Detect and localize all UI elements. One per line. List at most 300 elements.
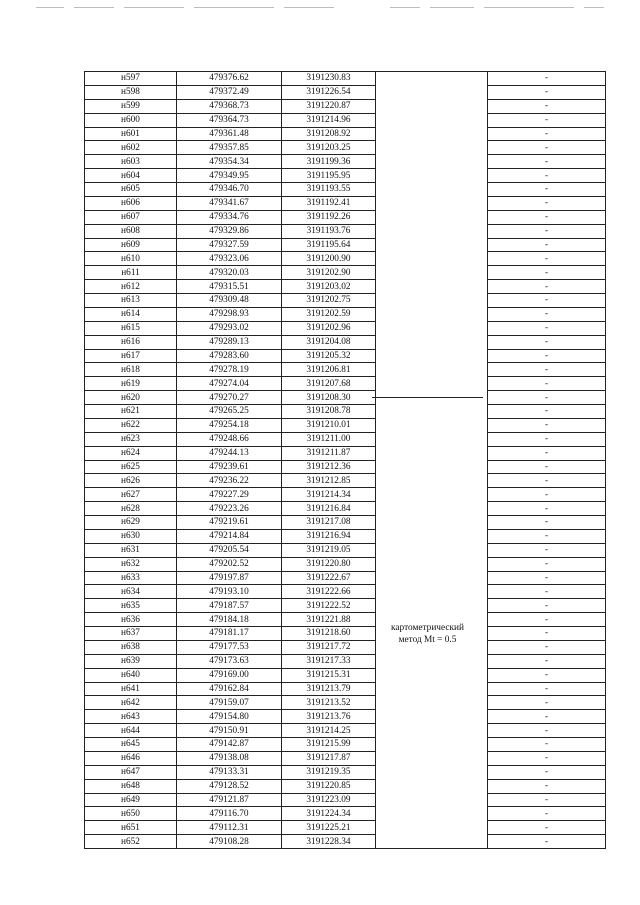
method-cell bbox=[376, 183, 488, 197]
accuracy-cell: - bbox=[488, 821, 606, 835]
point-id-cell: н632 bbox=[85, 557, 177, 571]
y-coordinate-cell: 3191228.34 bbox=[282, 835, 376, 849]
table-row bbox=[85, 627, 606, 641]
x-coordinate-cell: 479244.13 bbox=[177, 446, 282, 460]
table-row bbox=[85, 141, 606, 155]
table-row bbox=[85, 196, 606, 210]
table-row bbox=[85, 613, 606, 627]
x-coordinate-cell: 479346.70 bbox=[177, 183, 282, 197]
x-coordinate-cell: 479116.70 bbox=[177, 807, 282, 821]
method-cell bbox=[376, 169, 488, 183]
accuracy-cell: - bbox=[488, 557, 606, 571]
x-coordinate-cell: 479327.59 bbox=[177, 238, 282, 252]
point-id-cell: н631 bbox=[85, 543, 177, 557]
point-id-cell: н638 bbox=[85, 640, 177, 654]
accuracy-cell: - bbox=[488, 405, 606, 419]
point-id-cell: н645 bbox=[85, 738, 177, 752]
point-id-cell: н609 bbox=[85, 238, 177, 252]
point-id-cell: н637 bbox=[85, 627, 177, 641]
method-cell bbox=[376, 307, 488, 321]
accuracy-cell: - bbox=[488, 127, 606, 141]
x-coordinate-cell: 479169.00 bbox=[177, 668, 282, 682]
x-coordinate-cell: 479309.48 bbox=[177, 294, 282, 308]
table-row bbox=[85, 210, 606, 224]
y-coordinate-cell: 3191217.87 bbox=[282, 751, 376, 765]
y-coordinate-cell: 3191225.21 bbox=[282, 821, 376, 835]
table-row bbox=[85, 682, 606, 696]
method-cell bbox=[376, 668, 488, 682]
point-id-cell: н612 bbox=[85, 280, 177, 294]
point-id-cell: н619 bbox=[85, 377, 177, 391]
x-coordinate-cell: 479173.63 bbox=[177, 654, 282, 668]
x-coordinate-cell: 479150.91 bbox=[177, 724, 282, 738]
point-id-cell: н615 bbox=[85, 321, 177, 335]
accuracy-cell: - bbox=[488, 793, 606, 807]
x-coordinate-cell: 479329.86 bbox=[177, 224, 282, 238]
table-row bbox=[85, 543, 606, 557]
method-cell bbox=[376, 196, 488, 210]
method-cell bbox=[376, 224, 488, 238]
scan-header-artifact bbox=[0, 0, 640, 14]
y-coordinate-cell: 3191208.30 bbox=[282, 391, 376, 405]
y-coordinate-cell: 3191219.35 bbox=[282, 765, 376, 779]
y-coordinate-cell: 3191217.72 bbox=[282, 640, 376, 654]
y-coordinate-cell: 3191213.52 bbox=[282, 696, 376, 710]
y-coordinate-cell: 3191217.33 bbox=[282, 654, 376, 668]
point-id-cell: н610 bbox=[85, 252, 177, 266]
point-id-cell: н636 bbox=[85, 613, 177, 627]
x-coordinate-cell: 479219.61 bbox=[177, 516, 282, 530]
point-id-cell: н603 bbox=[85, 155, 177, 169]
method-cell bbox=[376, 682, 488, 696]
method-cell bbox=[376, 585, 488, 599]
accuracy-cell: - bbox=[488, 585, 606, 599]
accuracy-cell: - bbox=[488, 613, 606, 627]
method-cell bbox=[376, 751, 488, 765]
method-cell bbox=[376, 141, 488, 155]
x-coordinate-cell: 479376.62 bbox=[177, 72, 282, 86]
point-id-cell: н648 bbox=[85, 779, 177, 793]
y-coordinate-cell: 3191206.81 bbox=[282, 363, 376, 377]
x-coordinate-cell: 479283.60 bbox=[177, 349, 282, 363]
method-cell bbox=[376, 294, 488, 308]
accuracy-cell: - bbox=[488, 474, 606, 488]
accuracy-cell: - bbox=[488, 377, 606, 391]
table-row bbox=[85, 391, 606, 405]
point-id-cell: н630 bbox=[85, 529, 177, 543]
accuracy-cell: - bbox=[488, 529, 606, 543]
accuracy-cell: - bbox=[488, 169, 606, 183]
table-row bbox=[85, 72, 606, 86]
accuracy-cell: - bbox=[488, 807, 606, 821]
method-cell bbox=[376, 432, 488, 446]
accuracy-cell: - bbox=[488, 779, 606, 793]
x-coordinate-cell: 479181.17 bbox=[177, 627, 282, 641]
x-coordinate-cell: 479193.10 bbox=[177, 585, 282, 599]
x-coordinate-cell: 479187.57 bbox=[177, 599, 282, 613]
y-coordinate-cell: 3191218.60 bbox=[282, 627, 376, 641]
x-coordinate-cell: 479323.06 bbox=[177, 252, 282, 266]
table-row bbox=[85, 557, 606, 571]
y-coordinate-cell: 3191212.36 bbox=[282, 460, 376, 474]
table-row bbox=[85, 488, 606, 502]
y-coordinate-cell: 3191200.90 bbox=[282, 252, 376, 266]
table-row bbox=[85, 585, 606, 599]
point-id-cell: н634 bbox=[85, 585, 177, 599]
x-coordinate-cell: 479349.95 bbox=[177, 169, 282, 183]
point-id-cell: н617 bbox=[85, 349, 177, 363]
table-row bbox=[85, 571, 606, 585]
point-id-cell: н647 bbox=[85, 765, 177, 779]
accuracy-cell: - bbox=[488, 113, 606, 127]
table-row bbox=[85, 155, 606, 169]
table-row bbox=[85, 113, 606, 127]
method-cell bbox=[376, 807, 488, 821]
x-coordinate-cell: 479274.04 bbox=[177, 377, 282, 391]
point-id-cell: н608 bbox=[85, 224, 177, 238]
method-description bbox=[372, 622, 483, 646]
table-row bbox=[85, 738, 606, 752]
x-coordinate-cell: 479315.51 bbox=[177, 280, 282, 294]
x-coordinate-cell: 479108.28 bbox=[177, 835, 282, 849]
table-row bbox=[85, 363, 606, 377]
table-row bbox=[85, 405, 606, 419]
y-coordinate-cell: 3191213.76 bbox=[282, 710, 376, 724]
method-cell bbox=[376, 85, 488, 99]
y-coordinate-cell: 3191204.08 bbox=[282, 335, 376, 349]
accuracy-cell: - bbox=[488, 516, 606, 530]
point-id-cell: н614 bbox=[85, 307, 177, 321]
y-coordinate-cell: 3191211.87 bbox=[282, 446, 376, 460]
accuracy-cell: - bbox=[488, 724, 606, 738]
y-coordinate-cell: 3191224.34 bbox=[282, 807, 376, 821]
point-id-cell: н624 bbox=[85, 446, 177, 460]
point-id-cell: н641 bbox=[85, 682, 177, 696]
point-id-cell: н606 bbox=[85, 196, 177, 210]
y-coordinate-cell: 3191203.02 bbox=[282, 280, 376, 294]
table-row bbox=[85, 835, 606, 849]
table-row bbox=[85, 127, 606, 141]
point-id-cell: н604 bbox=[85, 169, 177, 183]
table-row bbox=[85, 474, 606, 488]
accuracy-cell: - bbox=[488, 446, 606, 460]
y-coordinate-cell: 3191222.67 bbox=[282, 571, 376, 585]
method-cell bbox=[376, 127, 488, 141]
x-coordinate-cell: 479133.31 bbox=[177, 765, 282, 779]
y-coordinate-cell: 3191219.05 bbox=[282, 543, 376, 557]
method-cell bbox=[376, 738, 488, 752]
method-cell bbox=[376, 529, 488, 543]
table-row bbox=[85, 85, 606, 99]
point-id-cell: н640 bbox=[85, 668, 177, 682]
y-coordinate-cell: 3191211.00 bbox=[282, 432, 376, 446]
y-coordinate-cell: 3191221.88 bbox=[282, 613, 376, 627]
y-coordinate-cell: 3191220.80 bbox=[282, 557, 376, 571]
method-cell bbox=[376, 349, 488, 363]
method-cell bbox=[376, 474, 488, 488]
accuracy-cell: - bbox=[488, 99, 606, 113]
accuracy-cell: - bbox=[488, 294, 606, 308]
table-row bbox=[85, 335, 606, 349]
method-cell bbox=[376, 155, 488, 169]
y-coordinate-cell: 3191193.55 bbox=[282, 183, 376, 197]
table-row bbox=[85, 668, 606, 682]
x-coordinate-cell: 479364.73 bbox=[177, 113, 282, 127]
y-coordinate-cell: 3191222.52 bbox=[282, 599, 376, 613]
x-coordinate-cell: 479270.27 bbox=[177, 391, 282, 405]
method-cell bbox=[376, 488, 488, 502]
accuracy-cell: - bbox=[488, 571, 606, 585]
table-row bbox=[85, 183, 606, 197]
method-cell bbox=[376, 543, 488, 557]
accuracy-cell: - bbox=[488, 363, 606, 377]
y-coordinate-cell: 3191226.54 bbox=[282, 85, 376, 99]
point-id-cell: н620 bbox=[85, 391, 177, 405]
table-row bbox=[85, 446, 606, 460]
method-cell bbox=[376, 266, 488, 280]
y-coordinate-cell: 3191216.94 bbox=[282, 529, 376, 543]
x-coordinate-cell: 479341.67 bbox=[177, 196, 282, 210]
accuracy-cell: - bbox=[488, 765, 606, 779]
y-coordinate-cell: 3191214.34 bbox=[282, 488, 376, 502]
method-cell bbox=[376, 418, 488, 432]
y-coordinate-cell: 3191208.92 bbox=[282, 127, 376, 141]
x-coordinate-cell: 479197.87 bbox=[177, 571, 282, 585]
table-row bbox=[85, 238, 606, 252]
table-row bbox=[85, 418, 606, 432]
method-cell bbox=[376, 502, 488, 516]
y-coordinate-cell: 3191213.79 bbox=[282, 682, 376, 696]
x-coordinate-cell: 479334.76 bbox=[177, 210, 282, 224]
table-row bbox=[85, 724, 606, 738]
x-coordinate-cell: 479154.80 bbox=[177, 710, 282, 724]
table-row bbox=[85, 169, 606, 183]
y-coordinate-cell: 3191192.41 bbox=[282, 196, 376, 210]
accuracy-cell: - bbox=[488, 72, 606, 86]
x-coordinate-cell: 479214.84 bbox=[177, 529, 282, 543]
table-row bbox=[85, 460, 606, 474]
accuracy-cell: - bbox=[488, 321, 606, 335]
x-coordinate-cell: 479205.54 bbox=[177, 543, 282, 557]
y-coordinate-cell: 3191223.09 bbox=[282, 793, 376, 807]
table-row bbox=[85, 280, 606, 294]
point-id-cell: н635 bbox=[85, 599, 177, 613]
table-row bbox=[85, 751, 606, 765]
method-cell bbox=[376, 335, 488, 349]
method-cell bbox=[376, 210, 488, 224]
point-id-cell: н598 bbox=[85, 85, 177, 99]
table-row bbox=[85, 516, 606, 530]
method-cell bbox=[376, 321, 488, 335]
accuracy-cell: - bbox=[488, 266, 606, 280]
accuracy-cell: - bbox=[488, 252, 606, 266]
table-row bbox=[85, 224, 606, 238]
point-id-cell: н621 bbox=[85, 405, 177, 419]
method-cell bbox=[376, 377, 488, 391]
table-row bbox=[85, 710, 606, 724]
method-cell bbox=[376, 654, 488, 668]
y-coordinate-cell: 3191208.78 bbox=[282, 405, 376, 419]
accuracy-cell: - bbox=[488, 349, 606, 363]
x-coordinate-cell: 479368.73 bbox=[177, 99, 282, 113]
x-coordinate-cell: 479372.49 bbox=[177, 85, 282, 99]
point-id-cell: н599 bbox=[85, 99, 177, 113]
y-coordinate-cell: 3191215.31 bbox=[282, 668, 376, 682]
point-id-cell: н629 bbox=[85, 516, 177, 530]
method-cell bbox=[376, 460, 488, 474]
y-coordinate-cell: 3191195.95 bbox=[282, 169, 376, 183]
y-coordinate-cell: 3191220.85 bbox=[282, 779, 376, 793]
method-cell bbox=[376, 113, 488, 127]
point-id-cell: н642 bbox=[85, 696, 177, 710]
x-coordinate-cell: 479223.26 bbox=[177, 502, 282, 516]
method-cell bbox=[376, 72, 488, 86]
y-coordinate-cell: 3191230.83 bbox=[282, 72, 376, 86]
x-coordinate-cell: 479184.18 bbox=[177, 613, 282, 627]
accuracy-cell: - bbox=[488, 224, 606, 238]
table-row bbox=[85, 321, 606, 335]
method-cell bbox=[376, 710, 488, 724]
accuracy-cell: - bbox=[488, 418, 606, 432]
point-id-cell: н607 bbox=[85, 210, 177, 224]
accuracy-cell: - bbox=[488, 155, 606, 169]
accuracy-cell: - bbox=[488, 751, 606, 765]
accuracy-cell: - bbox=[488, 238, 606, 252]
point-id-cell: н651 bbox=[85, 821, 177, 835]
table-row bbox=[85, 349, 606, 363]
accuracy-cell: - bbox=[488, 835, 606, 849]
accuracy-cell: - bbox=[488, 627, 606, 641]
x-coordinate-cell: 479202.52 bbox=[177, 557, 282, 571]
x-coordinate-cell: 479254.18 bbox=[177, 418, 282, 432]
accuracy-cell: - bbox=[488, 280, 606, 294]
y-coordinate-cell: 3191192.26 bbox=[282, 210, 376, 224]
y-coordinate-cell: 3191222.66 bbox=[282, 585, 376, 599]
table-row bbox=[85, 640, 606, 654]
point-id-cell: н643 bbox=[85, 710, 177, 724]
method-cell bbox=[376, 599, 488, 613]
method-cell bbox=[376, 724, 488, 738]
y-coordinate-cell: 3191210.01 bbox=[282, 418, 376, 432]
y-coordinate-cell: 3191215.99 bbox=[282, 738, 376, 752]
table-row bbox=[85, 599, 606, 613]
accuracy-cell: - bbox=[488, 307, 606, 321]
x-coordinate-cell: 479142.87 bbox=[177, 738, 282, 752]
x-coordinate-cell: 479354.34 bbox=[177, 155, 282, 169]
accuracy-cell: - bbox=[488, 335, 606, 349]
point-id-cell: н626 bbox=[85, 474, 177, 488]
table-row bbox=[85, 377, 606, 391]
y-coordinate-cell: 3191202.75 bbox=[282, 294, 376, 308]
table-row bbox=[85, 266, 606, 280]
table-row bbox=[85, 807, 606, 821]
table-row bbox=[85, 529, 606, 543]
accuracy-cell: - bbox=[488, 710, 606, 724]
x-coordinate-cell: 479278.19 bbox=[177, 363, 282, 377]
table-row bbox=[85, 821, 606, 835]
accuracy-cell: - bbox=[488, 432, 606, 446]
y-coordinate-cell: 3191220.87 bbox=[282, 99, 376, 113]
point-id-cell: н627 bbox=[85, 488, 177, 502]
method-text-line2: метод Mt = 0.5 bbox=[398, 635, 457, 645]
point-id-cell: н650 bbox=[85, 807, 177, 821]
table-row bbox=[85, 654, 606, 668]
x-coordinate-cell: 479361.48 bbox=[177, 127, 282, 141]
x-coordinate-cell: 479265.25 bbox=[177, 405, 282, 419]
x-coordinate-cell: 479298.93 bbox=[177, 307, 282, 321]
y-coordinate-cell: 3191193.76 bbox=[282, 224, 376, 238]
point-id-cell: н622 bbox=[85, 418, 177, 432]
accuracy-cell: - bbox=[488, 640, 606, 654]
method-cell bbox=[376, 571, 488, 585]
method-cell bbox=[376, 252, 488, 266]
method-cell bbox=[376, 405, 488, 419]
table-row bbox=[85, 307, 606, 321]
x-coordinate-cell: 479293.02 bbox=[177, 321, 282, 335]
point-id-cell: н613 bbox=[85, 294, 177, 308]
table-row bbox=[85, 696, 606, 710]
method-cell bbox=[376, 765, 488, 779]
accuracy-cell: - bbox=[488, 183, 606, 197]
point-id-cell: н652 bbox=[85, 835, 177, 849]
point-id-cell: н611 bbox=[85, 266, 177, 280]
x-coordinate-cell: 479227.29 bbox=[177, 488, 282, 502]
x-coordinate-cell: 479177.53 bbox=[177, 640, 282, 654]
coordinates-table bbox=[84, 71, 606, 849]
y-coordinate-cell: 3191202.90 bbox=[282, 266, 376, 280]
y-coordinate-cell: 3191207.68 bbox=[282, 377, 376, 391]
accuracy-cell: - bbox=[488, 654, 606, 668]
x-coordinate-cell: 479357.85 bbox=[177, 141, 282, 155]
x-coordinate-cell: 479138.08 bbox=[177, 751, 282, 765]
y-coordinate-cell: 3191216.84 bbox=[282, 502, 376, 516]
accuracy-cell: - bbox=[488, 543, 606, 557]
table-row bbox=[85, 432, 606, 446]
accuracy-cell: - bbox=[488, 738, 606, 752]
x-coordinate-cell: 479159.07 bbox=[177, 696, 282, 710]
method-cell bbox=[376, 363, 488, 377]
method-cell bbox=[376, 821, 488, 835]
accuracy-cell: - bbox=[488, 599, 606, 613]
accuracy-cell: - bbox=[488, 85, 606, 99]
table-row bbox=[85, 502, 606, 516]
accuracy-cell: - bbox=[488, 682, 606, 696]
y-coordinate-cell: 3191195.64 bbox=[282, 238, 376, 252]
x-coordinate-cell: 479320.03 bbox=[177, 266, 282, 280]
y-coordinate-cell: 3191214.96 bbox=[282, 113, 376, 127]
accuracy-cell: - bbox=[488, 196, 606, 210]
method-cell bbox=[376, 516, 488, 530]
point-id-cell: н601 bbox=[85, 127, 177, 141]
point-id-cell: н597 bbox=[85, 72, 177, 86]
accuracy-cell: - bbox=[488, 488, 606, 502]
accuracy-cell: - bbox=[488, 391, 606, 405]
y-coordinate-cell: 3191202.59 bbox=[282, 307, 376, 321]
table-row bbox=[85, 779, 606, 793]
point-id-cell: н644 bbox=[85, 724, 177, 738]
method-cell bbox=[376, 557, 488, 571]
point-id-cell: н618 bbox=[85, 363, 177, 377]
method-cell bbox=[376, 835, 488, 849]
x-coordinate-cell: 479236.22 bbox=[177, 474, 282, 488]
x-coordinate-cell: 479248.66 bbox=[177, 432, 282, 446]
method-cell bbox=[376, 696, 488, 710]
point-id-cell: н639 bbox=[85, 654, 177, 668]
point-id-cell: н628 bbox=[85, 502, 177, 516]
y-coordinate-cell: 3191203.25 bbox=[282, 141, 376, 155]
point-id-cell: н646 bbox=[85, 751, 177, 765]
method-cell bbox=[376, 238, 488, 252]
